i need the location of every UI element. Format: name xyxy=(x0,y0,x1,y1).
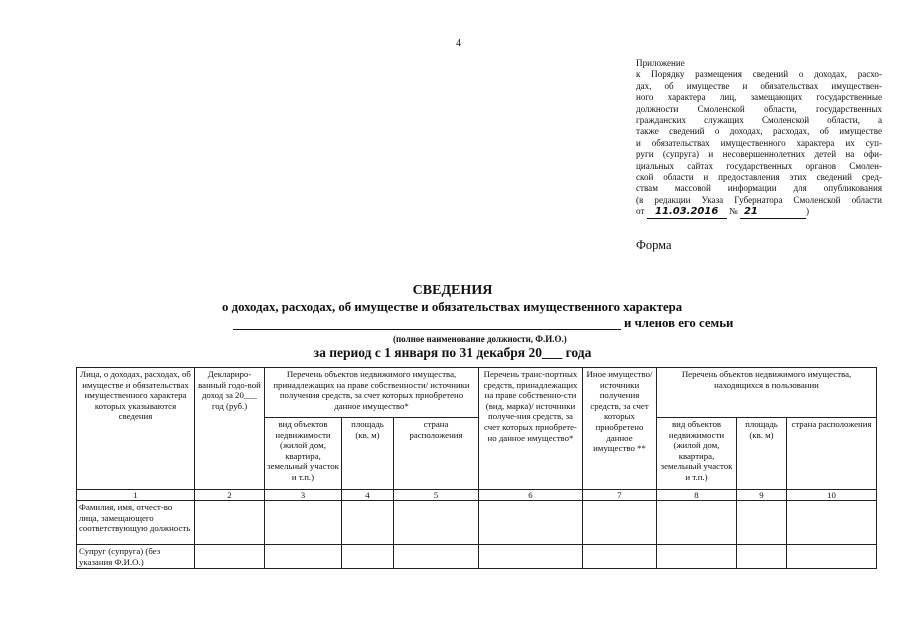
header-vehicles: Перечень транс-портных средств, принадлежащих на праве собственно-сти (вид, марка)/ источники получе-ния средств, за счет которых приобрете-но данное имущество* xyxy=(479,368,583,490)
table-cell xyxy=(583,545,657,569)
appendix-line: ствам массовой информации для опубликования xyxy=(636,183,882,194)
date-handwritten: 11.03.2016 xyxy=(647,206,727,218)
appendix-line: (в редакции Указа Губернатора Смоленской области xyxy=(636,194,882,205)
table-cell xyxy=(479,545,583,569)
column-number: 3 xyxy=(265,490,342,501)
column-number: 9 xyxy=(737,490,787,501)
period-heading: за период с 1 января по 31 декабря 20___ года xyxy=(313,345,592,360)
appendix-line: гражданских служащих Смоленской области, а xyxy=(636,115,882,126)
header-other-property: Иное имущество/ источники получения средств, за счет которых приобретено данное имущество ** xyxy=(583,368,657,490)
header-owned-country: страна расположения xyxy=(394,418,479,490)
name-blank-line xyxy=(233,329,621,330)
number-handwritten: 21 xyxy=(740,206,806,218)
column-number: 4 xyxy=(342,490,394,501)
appendix-line: также сведений о доходах, расходах, об имуществе xyxy=(636,126,882,137)
document-title: СВЕДЕНИЯ xyxy=(412,283,493,298)
appendix-line: циальных сайтах государственных органов Смолен- xyxy=(636,160,882,171)
appendix-line: к Порядку размещения сведений о доходах, расхо- xyxy=(636,69,882,80)
table-cell xyxy=(657,545,737,569)
header-owned-type: вид объектов недвижимости (жилой дом, квартира, земельный участок и т.п.) xyxy=(265,418,342,490)
appendix-line: руги (супруга) и несовершеннолетних детей на офи- xyxy=(636,149,882,160)
declaration-table xyxy=(76,367,877,569)
header-owned-area: площадь (кв. м) xyxy=(342,418,394,490)
document-subtitle: о доходах, расходах, об имуществе и обязательствах имущественного характера xyxy=(222,300,683,314)
table-cell xyxy=(787,545,877,569)
table-cell xyxy=(737,501,787,545)
table-cell xyxy=(195,501,265,545)
table-cell xyxy=(479,501,583,545)
table-cell xyxy=(583,501,657,545)
header-persons: Лица, о доходах, расходах, об имуществе и обязательствах имущественного характера которых указываются сведения xyxy=(77,368,195,490)
appendix-line: и обязательствах имущественного характера их суп- xyxy=(636,137,882,148)
appendix-line: дах, об имуществе и обязательствах имуществен- xyxy=(636,80,882,91)
column-number: 7 xyxy=(583,490,657,501)
appendix-line: ного характера лиц, замещающих государственные xyxy=(636,92,882,103)
column-number: 5 xyxy=(394,490,479,501)
appendix-line: ской области и предоставления этих сведений сред- xyxy=(636,172,882,183)
name-line-row xyxy=(233,315,773,331)
appendix-block xyxy=(636,58,882,219)
row-label-spouse: Супруг (супруга) (без указания Ф.И.О.) xyxy=(77,545,195,569)
page-number: 4 xyxy=(456,38,461,49)
table-cell xyxy=(737,545,787,569)
column-number: 6 xyxy=(479,490,583,501)
header-used-type: вид объектов недвижимости (жилой дом, квартира, земельный участок и т.п.) xyxy=(657,418,737,490)
header-used-country: страна расположения xyxy=(787,418,877,490)
appendix-date-line xyxy=(636,206,882,218)
table-row xyxy=(77,501,877,545)
column-number: 2 xyxy=(195,490,265,501)
fio-note: (полное наименование должности, Ф.И.О.) xyxy=(393,334,567,344)
table-cell xyxy=(394,545,479,569)
form-label: Форма xyxy=(636,238,672,252)
table-cell xyxy=(657,501,737,545)
table-cell xyxy=(342,545,394,569)
appendix-heading: Приложение xyxy=(636,58,685,68)
number-prefix: № xyxy=(728,206,738,217)
table-cell xyxy=(195,545,265,569)
column-number: 10 xyxy=(787,490,877,501)
family-text: и членов его семьи xyxy=(624,316,734,330)
column-number: 8 xyxy=(657,490,737,501)
table-cell xyxy=(342,501,394,545)
date-prefix: от xyxy=(636,206,645,217)
table-cell xyxy=(394,501,479,545)
table-row xyxy=(77,545,877,569)
closing-paren: ) xyxy=(805,206,809,217)
row-label-official: Фамилия, имя, отчест-во лица, замещающего соответствующую должность xyxy=(77,501,195,545)
header-owned-realty: Перечень объектов недвижимого имущества, принадлежащих на праве собственности/ источники получения средств, за счет которых приобретено данное имущество* xyxy=(265,368,479,418)
appendix-line: должности Смоленской области, государственных xyxy=(636,103,882,114)
header-used-area: площадь (кв. м) xyxy=(737,418,787,490)
table-cell xyxy=(265,501,342,545)
column-number: 1 xyxy=(77,490,195,501)
table-cell xyxy=(787,501,877,545)
table-cell xyxy=(265,545,342,569)
header-used-realty: Перечень объектов недвижимого имущества, находящихся в пользовании xyxy=(657,368,877,418)
header-income: Деклариро-ванный годо-вой доход за 20___ год (руб.) xyxy=(195,368,265,490)
